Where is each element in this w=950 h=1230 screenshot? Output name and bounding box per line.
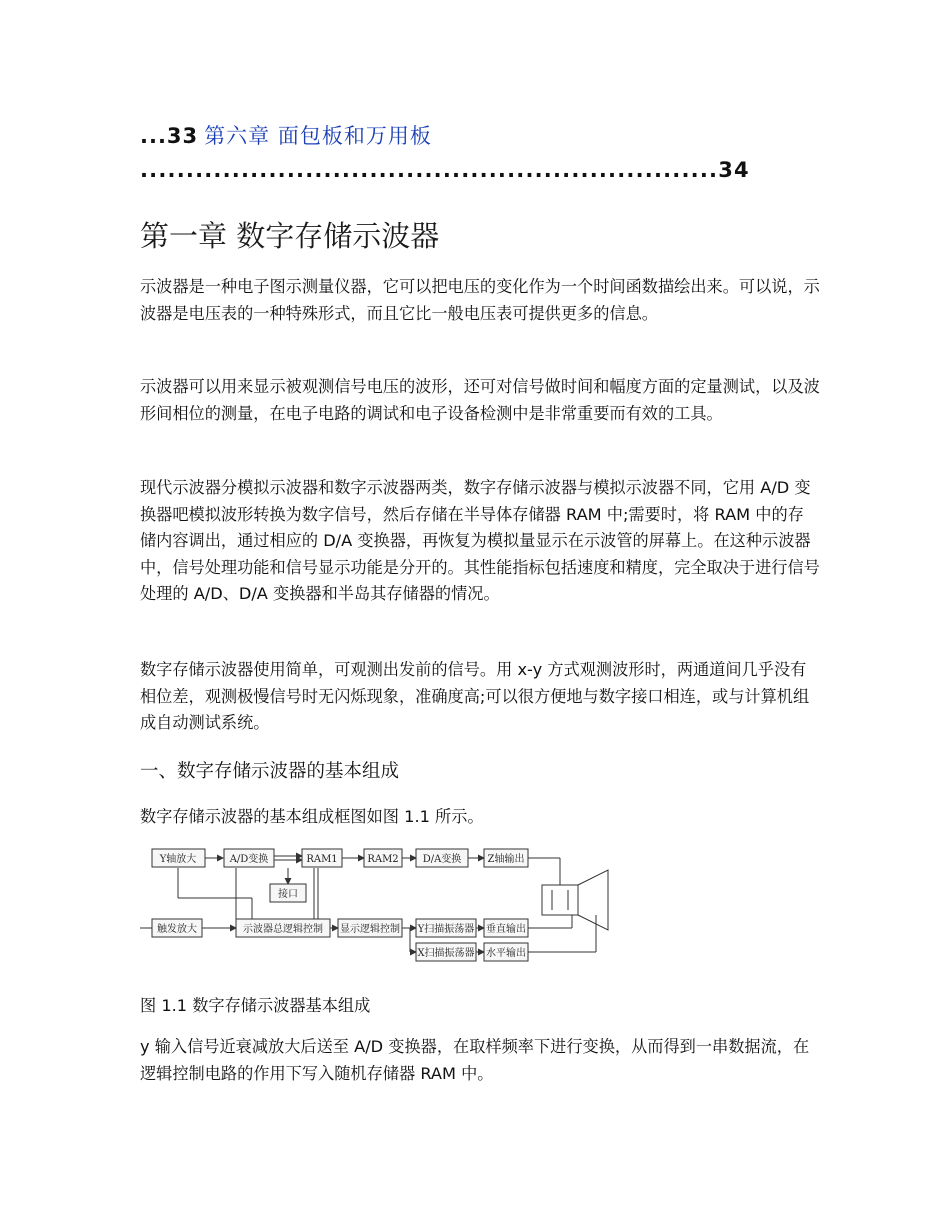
paragraph-advantages: 数字存储示波器使用简单，可观测出发前的信号。用 x-y 方式观测波形时，两通道间几乎没有相位差，观测极慢信号时无闪烁现象，准确度高;可以很方便地与数字接口相连，或与计算机组成自动测试系统。	[140, 660, 810, 732]
toc-entry-ch6-page	[140, 158, 750, 182]
block-ad	[224, 849, 274, 867]
block-label: 接口	[278, 889, 298, 900]
block-label: D/A变换	[422, 854, 462, 865]
toc-page-number: 34	[718, 158, 750, 182]
chapter-title: 第一章 数字存储示波器	[140, 219, 440, 253]
toc-leader: ...33	[140, 124, 199, 148]
block-label: Y轴放大	[159, 854, 197, 865]
block-ram2	[364, 849, 402, 867]
section-title: 一、数字存储示波器的基本组成	[140, 761, 400, 782]
block-da	[416, 849, 468, 867]
paragraph-usage: 示波器可以用来显示被观测信号电压的波形，还可对信号做时间和幅度方面的定量测试，以及波形间相位的测量，在电子电路的调试和电子设备检测中是非常重要而有效的工具。	[140, 377, 820, 423]
block-label: RAM1	[306, 854, 338, 865]
paragraph-types: 现代示波器分模拟示波器和数字示波器两类，数字存储示波器与模拟示波器不同，它用 A/D 变换器吧模拟波形转换为数字信号，然后存储在半导体存储器 RAM 中;需要时，将 RAM 中的存储内容调出，通过相应的 D/A 变换器，再恢复为模拟量显示在示波管的屏幕上。在这种示波器中，信号处理功能和信号显示功能是分开的。其性能指标包括速度和精度，完全取决于进行信号处理的 A/D、D/A 变换器和半岛其存储器的情况。	[140, 478, 820, 603]
toc-leader: ...............................................................	[140, 158, 719, 182]
toc-link-ch6[interactable]: 第六章 面包板和万用板	[204, 124, 432, 148]
crt-screen-icon	[542, 870, 608, 930]
block-label: 示波器总逻辑控制	[243, 924, 323, 935]
block-label: X扫描振荡器	[417, 948, 475, 959]
block-label: 触发放大	[157, 924, 197, 935]
paragraph-signal-flow: y 输入信号近衰减放大后送至 A/D 变换器，在取样频率下进行变换，从而得到一串数据流，在逻辑控制电路的作用下写入随机存储器 RAM 中。	[140, 1037, 810, 1083]
block-label: 显示逻辑控制	[340, 924, 400, 935]
block-y-amp	[152, 849, 205, 867]
block-logic	[236, 919, 330, 937]
block-disp	[338, 919, 402, 937]
block-label: 水平输出	[486, 948, 526, 959]
block-z-out	[484, 849, 528, 867]
diagram-connections	[140, 856, 596, 952]
block-v-out	[484, 919, 528, 937]
block-iface	[270, 884, 306, 902]
block-label: Z轴输出	[487, 854, 525, 865]
block-h-out	[484, 943, 528, 961]
block-label: RAM2	[367, 854, 399, 865]
block-label: Y扫描振荡器	[417, 924, 475, 935]
toc-entry-ch6[interactable]	[140, 120, 432, 150]
figure-intro: 数字存储示波器的基本组成框图如图 1.1 所示。	[140, 807, 484, 826]
block-label: A/D变换	[229, 854, 269, 865]
block-diagram	[140, 840, 610, 970]
block-trig	[152, 919, 202, 937]
figure-caption: 图 1.1 数字存储示波器基本组成	[140, 996, 371, 1015]
paragraph-intro: 示波器是一种电子图示测量仪器，它可以把电压的变化作为一个时间函数描绘出来。可以说，示波器是电压表的一种特殊形式，而且它比一般电压表可提供更多的信息。	[140, 277, 820, 323]
block-ram1	[302, 849, 342, 867]
block-x-scan	[416, 943, 476, 961]
block-y-scan	[416, 919, 476, 937]
block-label: 垂直输出	[486, 924, 526, 935]
